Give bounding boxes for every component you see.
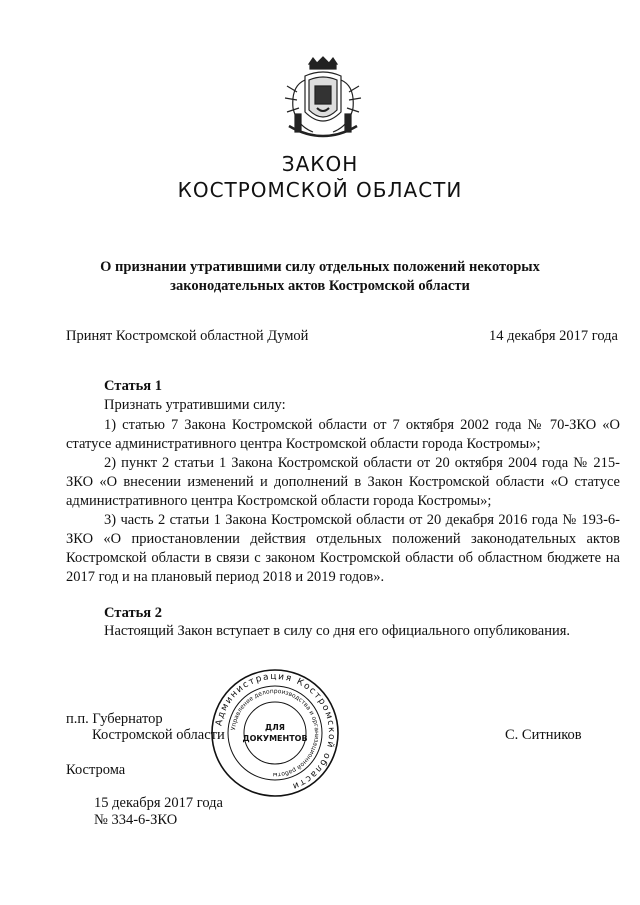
stamp-center-line-2: ДОКУМЕНТОВ: [242, 734, 308, 743]
signatory-title: п.п. Губернатор: [66, 711, 163, 727]
article-1-item-1: 1) статью 7 Закона Костромской области от 7 октября 2002 года № 70-ЗКО «О статусе административного центра Костромской области города Костромы»;: [66, 417, 620, 452]
law-number: № 334-6-ЗКО: [94, 812, 178, 828]
stamp-center-line-1: ДЛЯ: [265, 723, 285, 732]
signing-date: 15 декабря 2017 года: [94, 795, 223, 811]
article-2-title: Статья 2: [104, 605, 162, 621]
law-heading-line-2: законодательных актов Костромской области: [170, 278, 470, 294]
document-subtitle: КОСТРОМСКОЙ ОБЛАСТИ: [177, 178, 463, 202]
article-1-item-2: 2) пункт 2 статьи 1 Закона Костромской области от 20 октября 2004 года № 215-ЗКО «О внесении изменений и дополнений в Закон Костромской области «О статусе административного центра Костромской области города Костромы»;: [66, 455, 620, 509]
law-heading-line-1: О признании утратившими силу отдельных положений некоторых: [100, 259, 540, 275]
article-1-item-3: 3) часть 2 статьи 1 Закона Костромской области от 20 декабря 2016 года № 193-6-ЗКО «О приостановлении действия отдельных положений законодательных актов Костромской области в связи с законом Костромской области об областном бюджете на 2017 год и на плановый период 2018 и 2019 годов».: [66, 512, 620, 585]
coat-of-arms-icon: [283, 56, 363, 142]
article-1-intro: Признать утратившими силу:: [104, 397, 286, 413]
document-title: ЗАКОН: [281, 152, 359, 176]
adoption-date: 14 декабря 2017 года: [489, 328, 618, 344]
adoption-body: Принят Костромской областной Думой: [66, 328, 309, 344]
stamp-inner-text: Управление делопроизводства и организационной работы: [230, 687, 321, 779]
law-heading: [60, 258, 580, 296]
city: Кострома: [66, 762, 126, 778]
article-1-title: Статья 1: [104, 378, 162, 394]
signatory-name: С. Ситников: [505, 727, 582, 743]
signatory-region: Костромской области: [92, 727, 225, 743]
stamp-ring-text: Администрация Костромской области: [214, 671, 337, 792]
official-stamp: [210, 668, 340, 798]
article-2-text: Настоящий Закон вступает в силу со дня его официального опубликования.: [104, 623, 571, 639]
